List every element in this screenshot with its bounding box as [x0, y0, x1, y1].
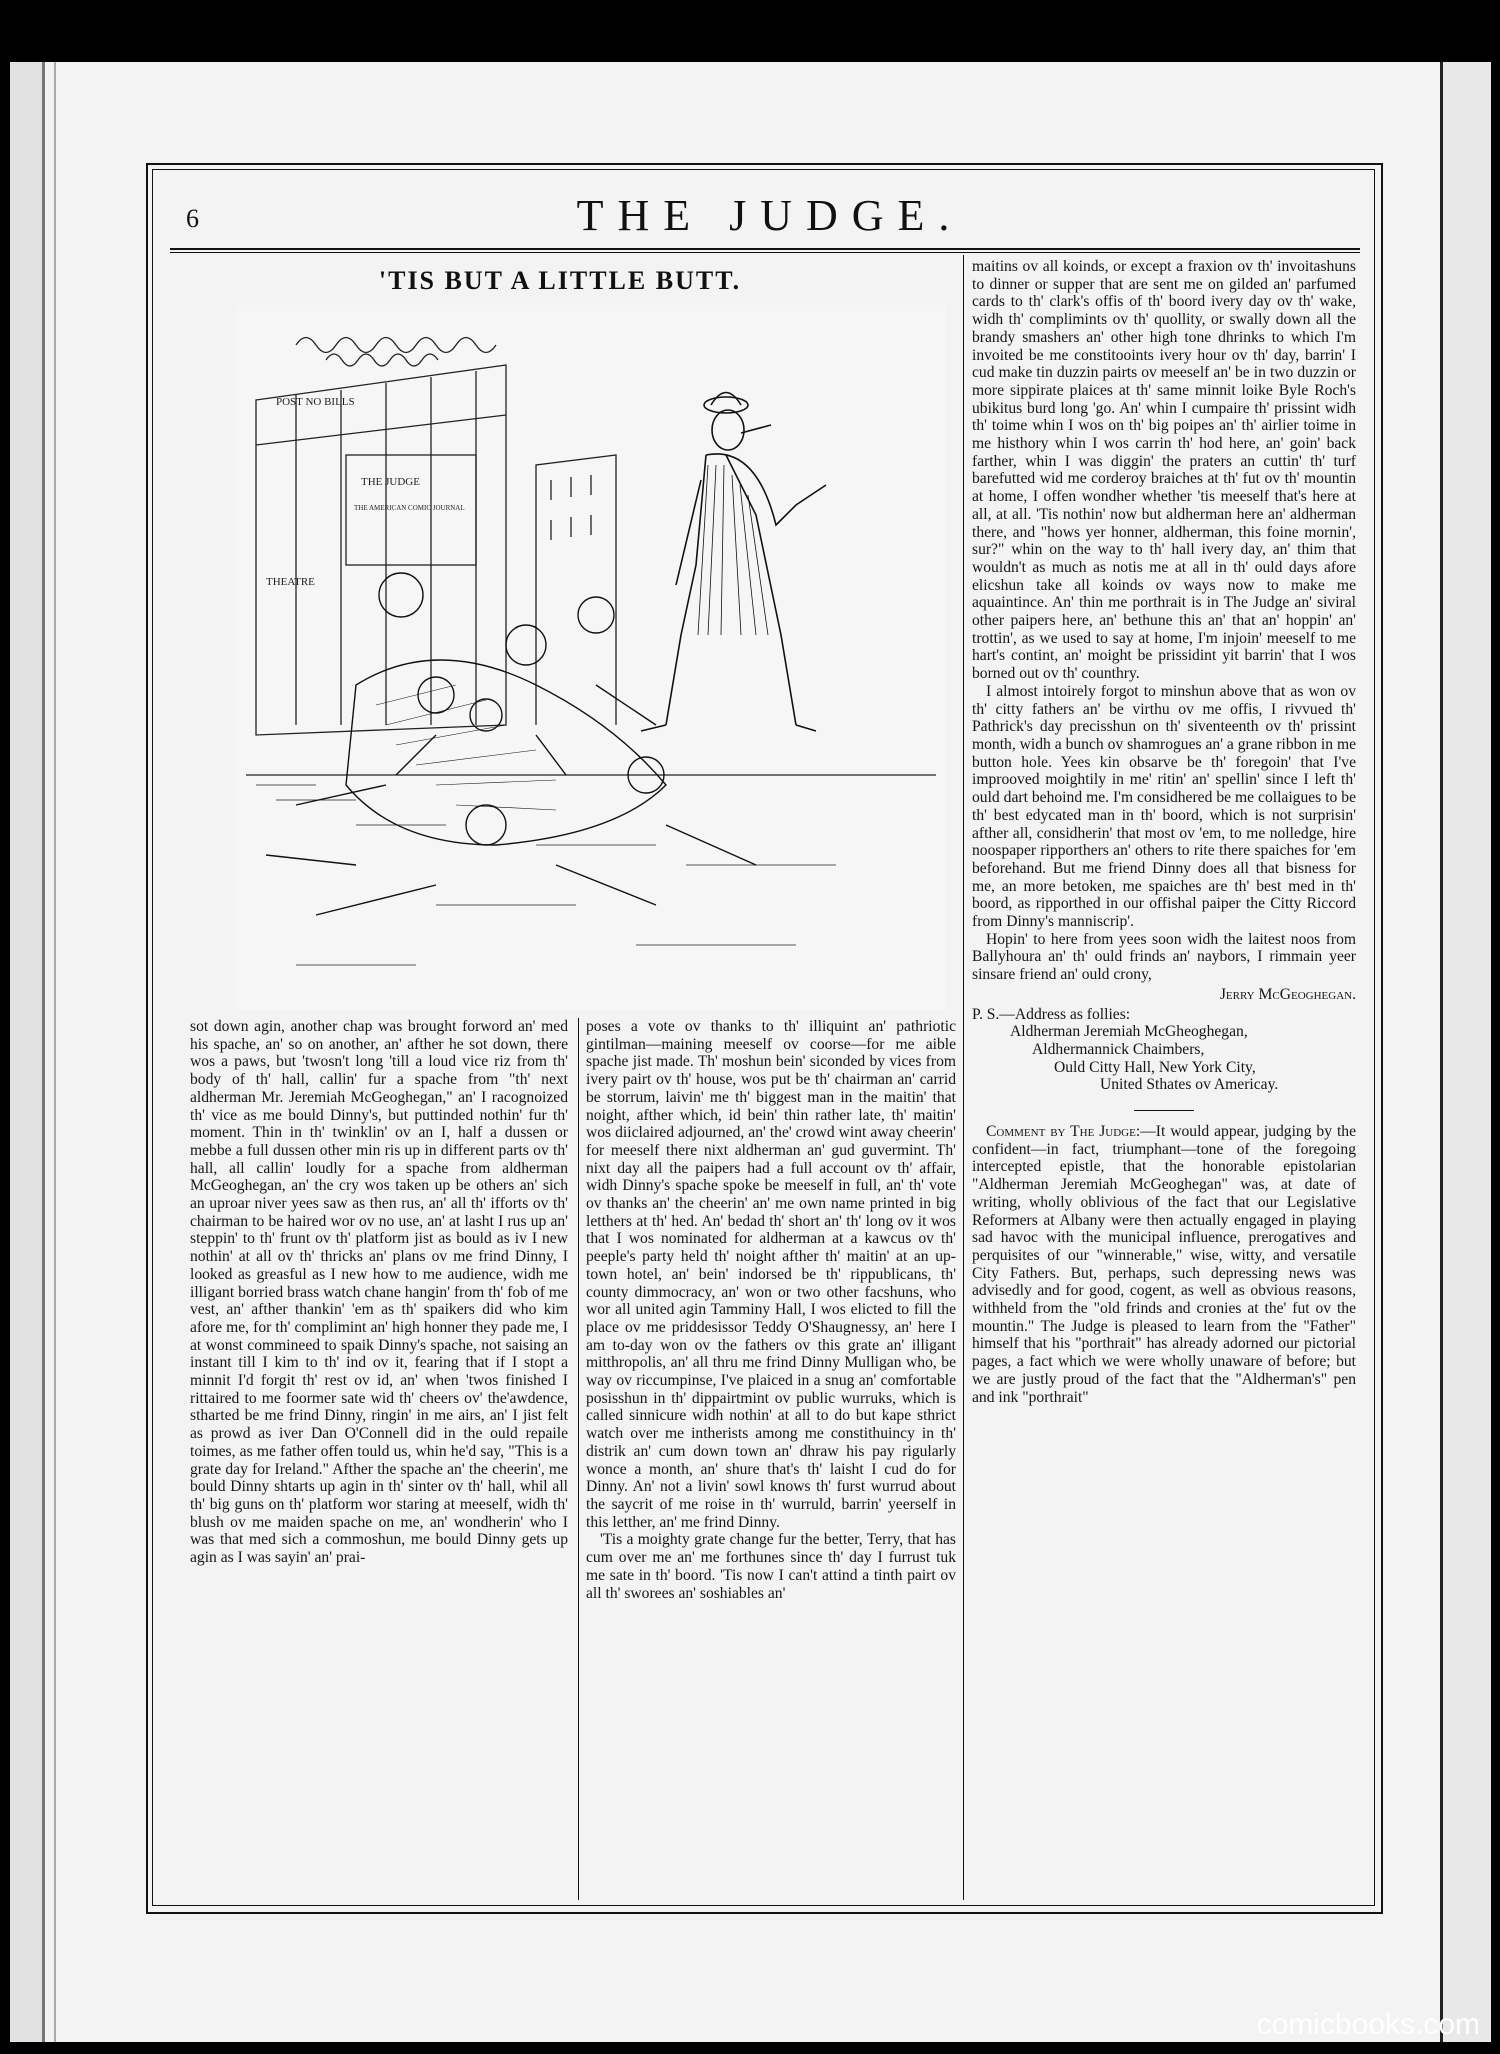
book-spine-next-page: [1440, 62, 1491, 2042]
sign-comic-journal: THE AMERICAN COMIC JOURNAL: [354, 504, 465, 512]
sign-the-judge: THE JUDGE: [361, 476, 420, 488]
article-column-3: [972, 258, 1356, 1898]
masthead-title: THE JUDGE.: [576, 191, 964, 240]
address-line: United Sthates ov Americay.: [1100, 1076, 1279, 1094]
comment-text: —It would appear, judging by the confident—in fact, triumphant—tone of the foregoing intercepted epistle, that the honorable epistolarian "Aldherman Jeremiah McGeoghegan" was, at date of writing, wholly oblivious of the fact that our Legislative Reformers at Albany were then actually engaged in playing sad havoc with the municipal influence, prerogatives and perquisites of our "winnerable," wise, witty, and versatile City Fathers. But, perhaps, such depressing news was advisedly and for good, cogent, as well as obvious reasons, withheld from the "old frinds and cronies at the' fut ov the mountin." The Judge is pleased to learn from the "Father" himself that his "porthrait" has already adorned our pictorial pages, a fact which we were wholly unaware of before; but we are justly proud of the fact that the "Aldherman's" pen and ink "porthrait": [972, 1123, 1356, 1406]
postscript-label: P. S.—Address as follies:: [972, 1005, 1131, 1023]
section-divider: [1134, 1094, 1194, 1111]
site-watermark: comicbooks.com: [1256, 2008, 1480, 2041]
cartoon-illustration: [236, 305, 946, 1010]
address-line: Aldhermannick Chaimbers,: [1032, 1040, 1205, 1058]
sign-theatre: THEATRE: [266, 576, 315, 588]
article-paragraph: poses a vote ov thanks to th' illiquint an' pathriotic gintilman—maining meeself ov coorse—for me aible spache jist made. Th' moshun bein' siconded by vices from ivery pairt ov th' house, wos put be th' chairman an' carrid be storrum, laivin' me th' biggest man in the maitin' that noight, afther which, id bein' thin rather late, th' maitin' wos diiclaired adjourned, an' the' crowd wint away cheerin' for meeself there nixt aldherman an' gud guvermint. Th' nixt day all the paipers had a full account ov th' affair, widh Dinny's spache spoke be meeself in full, an' th' vote ov thanks an' the cheerin' an' me own name printed in big letthers at th' hed. An' bedad th' short an' th' long ov it wos that I wos nominated for aldherman at a kawcus ov th' peeple's party held th' noight afther th' maitin' at an up-town hotel, an' bein' indorsed be th' rippublicans, th' county dimmocracy, an' won or two other facshuns, who wor all united agin Tamminy Hall, I wos elicted to fill the place ov me priddesissor Teddy O'Shaugnessy, an' here I am to-day won ov the fathers ov this grate an' illigant mitthropolis, an' all thru me frind Dinny Mulligan who, be way ov riccumpinse, I've plaiced in a snug an' comfortable posisshun in th' dippairtmint ov public wurruks, which is called sinnicure widh nothin' at all to do but kape sthrict watch over me intherists among me constithuincy in th' distrik an' cum down town an' dhraw his pay rigularly wonce a month, an' shure that's th' laisht I cud do for Dinny. An' not a livin' sowl knows th' furst wurrud about the saycrit of me roise in th' wurruld, barrin' yeerself in this letther, an' me frind Dinny.: [586, 1018, 956, 1531]
editor-comment: [972, 1123, 1356, 1406]
sign-post-no-bills: POST NO BILLS: [276, 396, 355, 408]
cartoon-title: 'TIS BUT A LITTLE BUTT.: [378, 266, 742, 295]
column-divider-2: [963, 255, 964, 1900]
column-divider-1: [578, 1018, 579, 1900]
article-paragraph: 'Tis a moighty grate change fur the better, Terry, that has cum over me an' me forthunes since th' day I furrust tuk me sate in th' boord. 'Tis now I can't attind a tinth pairt ov all th' sworees an' soshiables an': [586, 1531, 956, 1602]
masthead-rule-thin: [170, 252, 1360, 253]
article-column-2: [586, 1018, 956, 1898]
address-line: Aldherman Jeremiah McGheoghegan,: [1010, 1023, 1248, 1041]
page-edge-line: [54, 62, 56, 2042]
page-left-margin: [10, 62, 45, 2042]
masthead-rule: [170, 248, 1360, 250]
letter-signature: Jerry McGeoghegan.: [1219, 985, 1356, 1003]
postal-address: [972, 1023, 1356, 1094]
address-line: Ould Citty Hall, New York City,: [1054, 1058, 1256, 1076]
article-paragraph: I almost intoirely forgot to minshun above that as won ov th' citty fathers an' be virthu ov me offis, I rivvued th' Pathrick's day precisshun on th' siventeenth ov th' prissint month, widh a bunch ov shamrogues an' a grane ribbon in me button hole. Yees kin obsarve be th' foregoin' that I've improoved moightily in me' ritin' an' spellin' since I left th' ould dart behoind me. I'm considhered be me collaigues to be th' best edycated man in th' boord, which is not surprisin' afther all, considherin' that most ov 'em, to me nolledge, hire noospaper ripporthers an' others to rite there spaiches for 'em beforehand. But me friend Dinny does all that bisness for me, an more betoken, me spaiches are th' best med in th' boord, as ripporthed in our offishal paiper the Citty Riccord from Dinny's manniscrip'.: [972, 682, 1356, 931]
article-paragraph: Hopin' to here from yees soon widh the laitest noos from Ballyhoura an' th' ould frinds an' naybors, I rimmain yeer sinsare friend an' ould crony,: [972, 930, 1356, 984]
comment-label: Comment by The Judge:: [986, 1123, 1141, 1141]
article-paragraph: sot down agin, another chap was brought forword an' med his spache, an' so on another, an' afther he sot down, there wos a paws, but 'twosn't long 'till a loud vice riz from th' body of th' hall, callin' fur a spache from "th' next aldherman Mr. Jeremiah McGeoghegan," an' I racognoized th' vice as me bould Dinny's, but puttinded nothin' fur th' moment. Thin in th' twinklin' ov an I, half a dussen or mebbe a full dussen other min ris up in different parts ov th' hall, all callin' loudly for a spache from aldherman McGeoghegan, an' the cry wos taken up be others an' sich an uproar niver yees saw as then rus, an' all th' ifforts ov th' chairman to be haired wor ov no use, an' at lasht I rus up an' steppin' to th' frunt ov th' platform jist as bould as iv I new nothin' at all ov th' thricks an' plans ov me frind Dinny, I looked as greasful as I new how to me audience, widh me illigant borried brass watch chane hangin' from th' fob of me vest, an' afther thankin' 'em as th' spaikers did who kim afore me, for th' complimint an' high honner they pade me, I at wonst commineed to spaik Dinny's spache, not saising an instant till I kim to th' ind ov it, fearing that if I stopt a minnit I'd forgit th' rest ov id, an' when 'twos finished I rittaired to me foormer sate wid th' cheers ov' the'awdence, stharted be me frind Dinny, ringin' in me airs, an' I jist felt as prowd as iver Dan O'Connell did in the ould repaile toimes, as me father offen tould us, whin he'd say, "This is a grate day for Ireland." Afther the spache an' the cheerin', me bould Dinny shtarts up agin in th' sinter ov th' hall, whil all th' big guns on th' platform wor staring at meeself, widh th' blush ov me maiden spache on me, an' wondherin' who I was that med sich a commoshun, me bould Dinny gets up agin as I was sayin' an' prai-: [190, 1018, 568, 1567]
article-column-1: [190, 1018, 568, 1898]
article-paragraph: maitins ov all koinds, or except a fraxion ov th' invoitashuns to dinner or supper that are sent me on gilded an' parfumed cards to th' clark's offis of th' boord ivery day ov th' wake, widh th' complimints ov th' quollity, or swally down all the brandy smashers an' other high tone dhrinks to which I'm invoited be me constitooints ivery hour ov th' day, barrin' I cud make tin duzzin pairts ov meeself an' be in two duzzin or more sippirate plaices at th' same minnit loike Byle Roch's ubikitus burd long 'go. An' whin I cumpaire th' prissint widh th' toime whin I wos on th' big poipes an' th' airlier toime in me histhory whin I wos carrin th' hod here, an' goin' back farther, whin I was diggin' the praters an cuttin' th' turf barefutted wid me corderoy braiches at th' fut ov th' mountin at home, I offen wondher whether 'tis meeself that's here at all, at all. 'Tis nothin' now but aldherman here an' aldherman there, and "hows yer honner, aldherman, this foine mornin', sur?" whin on the way to th' hall ivery day, an' thim that wouldn't as much as notis me at all in th' ould days afore elicshun take all koinds ov ways now to make me aquaintince. An' thin me porthrait is in The Judge an' siviral other paipers here, an' bethune this an' that an' hoppin' an' trottin', as we used to say at home, I'm injoin' meeself to me hart's contint, an' moight be prissidint yit barrin' that I wos borned out ov th' counthry.: [972, 258, 1356, 683]
page-number: 6: [186, 204, 199, 233]
